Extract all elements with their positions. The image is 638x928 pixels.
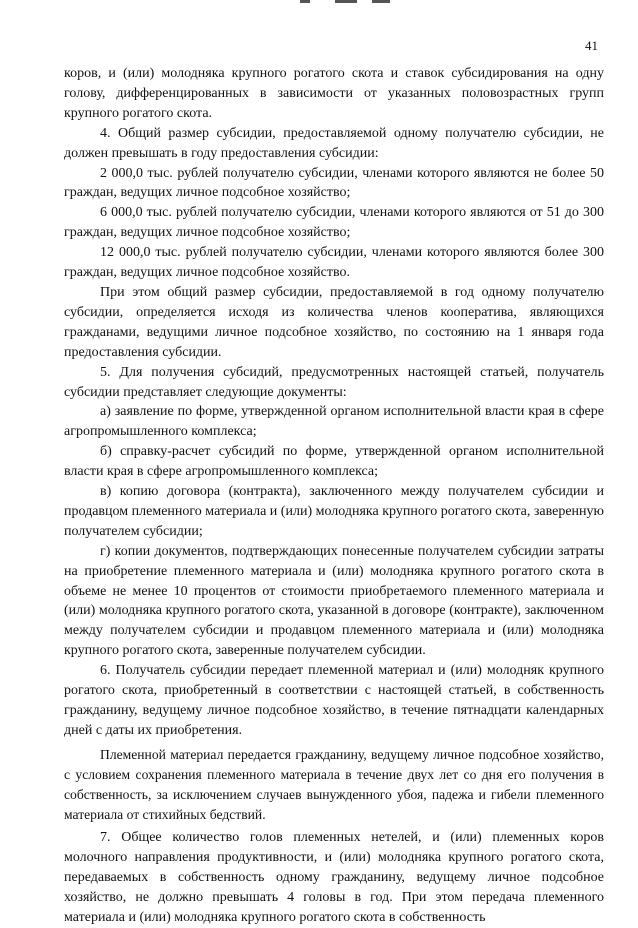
paragraph-continuation: коров, и (или) молодняка крупного рогатого скота и ставок субсидирования на одну голову, дифференцированных в зависимости от указанных половозрастных групп крупного рогатого скота.: [64, 66, 604, 121]
paragraph-item-5: 5. Для получения субсидий, предусмотренных настоящей статьей, получатель субсидии представляет следующие документы:: [64, 364, 604, 400]
paragraph-limit-2000: 2 000,0 тыс. рублей получателю субсидии, членами которого являются не более 50 граждан, ведущих личное подсобное хозяйство;: [64, 165, 604, 201]
scan-artifact-mark-1: [300, 0, 310, 3]
paragraph-item-4: 4. Общий размер субсидии, предоставляемой одному получателю субсидии, не должен превышать в году предоставления субсидии:: [64, 125, 604, 161]
scan-artifact-mark-2: [335, 0, 357, 3]
paragraph-item-5g: г) копии документов, подтверждающих понесенные получателем субсидии затраты на приобретение племенного материала и (или) молодняка крупного рогатого скота в объеме не менее 10 процентов от стоимости приобретаемого племенного материала и (или) молодняка крупного рогатого скота, указанной в договоре (контракте), заключенном между получателем субсидии и продавцом племенного материала и (или) молодняка крупного рогатого скота, заверенные получателем субсидии.: [64, 543, 604, 659]
scan-artifact-mark-3: [372, 0, 390, 3]
paragraph-item-6: 6. Получатель субсидии передает племенной материал и (или) молодняк крупного рогатого скота, приобретенный в соответствии с настоящей статьей, в собственность гражданину, ведущему личное подсобное хозяйство, в течение пятнадцати календарных дней с даты их приобретения.: [64, 663, 604, 738]
page-number: 41: [585, 38, 598, 53]
paragraph-breeding-transfer: Племенной материал передается гражданину, ведущему личное подсобное хозяйство, с условием сохранения племенного материала в течение двух лет со дня его получения в собственность, за исключением случаев вынужденного убоя, падежа и гибели племенного материала от стихийных бедствий.: [64, 746, 604, 822]
paragraph-item-5a: а) заявление по форме, утвержденной органом исполнительной власти края в сфере агропромышленного комплекса;: [64, 404, 604, 440]
paragraph-limit-6000: 6 000,0 тыс. рублей получателю субсидии, членами которого являются от 51 до 300 граждан, ведущих личное подсобное хозяйство;: [64, 205, 604, 241]
paragraph-item-5v: в) копию договора (контракта), заключенного между получателем субсидии и продавцом племенного материала и (или) молодняка крупного рогатого скота, заверенную получателем субсидии;: [64, 484, 604, 539]
paragraph-limit-12000: 12 000,0 тыс. рублей получателю субсидии, членами которого являются более 300 граждан, ведущих личное подсобное хозяйство.: [64, 245, 604, 281]
paragraph-total-size: При этом общий размер субсидии, предоставляемой в год одному получателю субсидии, определяется исходя из количества членов кооператива, являющихся гражданами, ведущими личное подсобное хозяйство, по состоянию на 1 января года предоставления субсидии.: [64, 284, 604, 360]
paragraph-item-7: 7. Общее количество голов племенных нетелей, и (или) племенных коров молочного направления продуктивности, и (или) молодняка крупного рогатого скота, передаваемых в собственность одному гражданину, ведущему личное подсобное хозяйство, не должно превышать 4 головы в год. При этом передача племенного материала и (или) молодняка крупного рогатого скота в собственность: [64, 830, 604, 926]
paragraph-item-5b: б) справку-расчет субсидий по форме, утвержденной органом исполнительной власти края в сфере агропромышленного комплекса;: [64, 444, 604, 480]
document-body: [64, 64, 604, 928]
